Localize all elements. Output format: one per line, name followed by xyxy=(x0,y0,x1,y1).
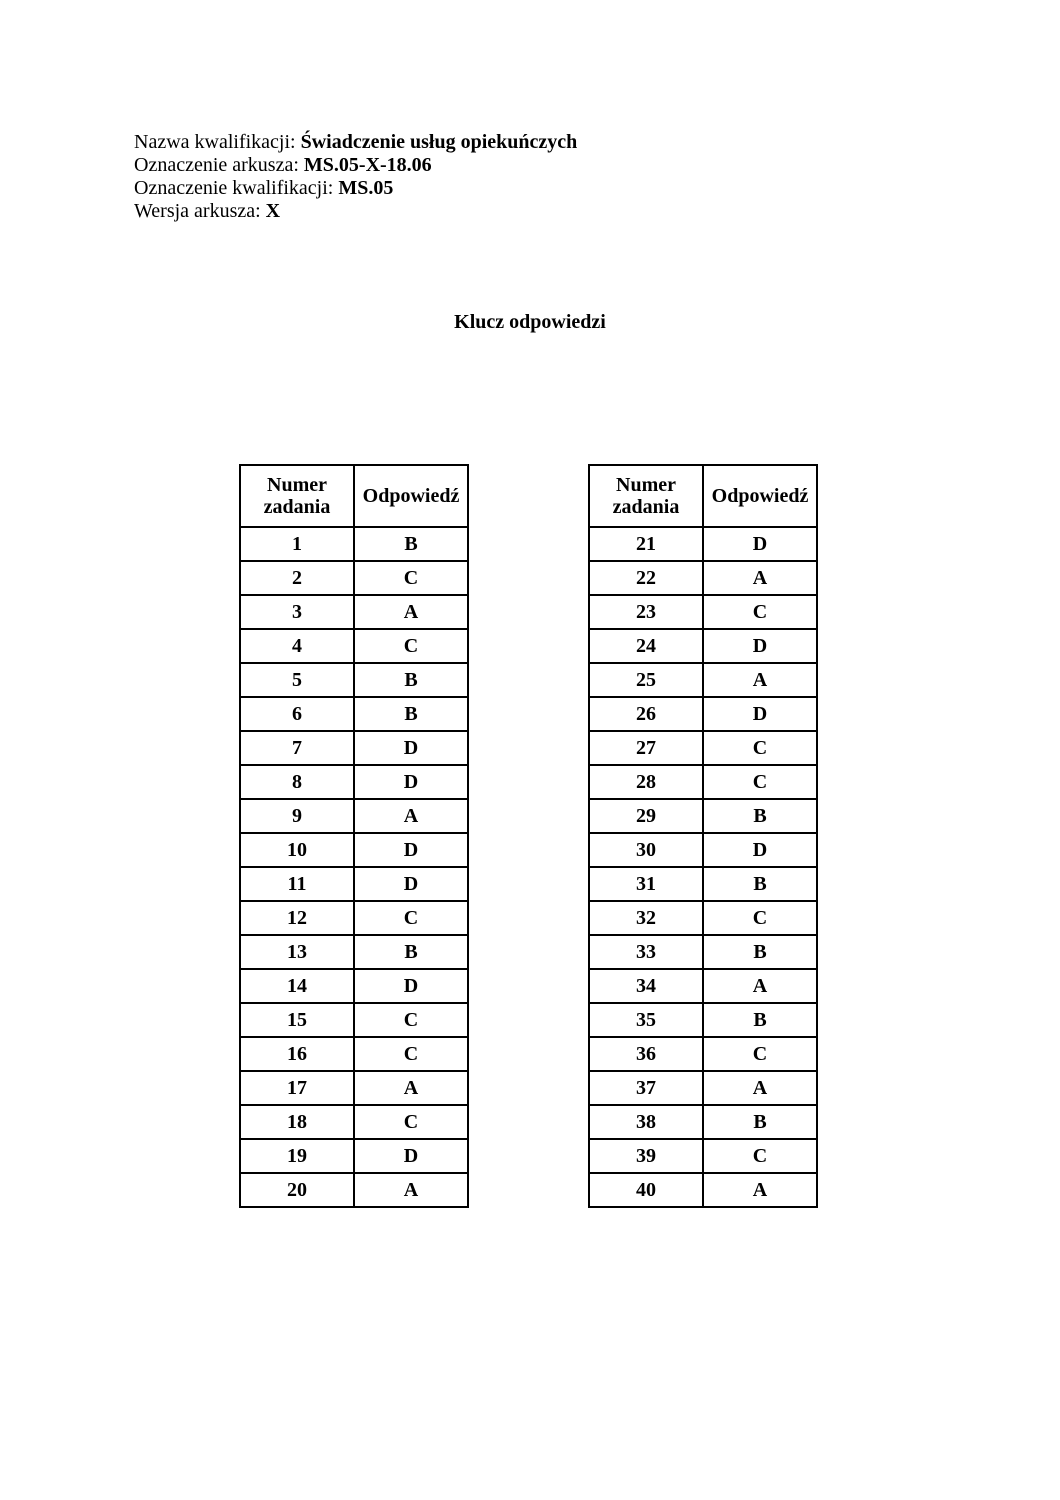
task-number-cell: 21 xyxy=(589,527,703,561)
answer-cell: A xyxy=(354,799,468,833)
answer-cell: D xyxy=(354,833,468,867)
column-header-number-line1: Numer xyxy=(616,474,676,496)
sheet-version-line xyxy=(134,200,577,223)
column-header-number xyxy=(240,465,354,527)
qualification-name-label: Nazwa kwalifikacji: xyxy=(134,131,301,153)
task-number-cell: 16 xyxy=(240,1037,354,1071)
answer-cell: B xyxy=(703,799,817,833)
task-number-cell: 39 xyxy=(589,1139,703,1173)
answer-cell: A xyxy=(703,1071,817,1105)
task-number-cell: 34 xyxy=(589,969,703,1003)
answer-cell: B xyxy=(354,663,468,697)
table-row xyxy=(589,697,817,731)
table-row xyxy=(240,1071,468,1105)
task-number-cell: 9 xyxy=(240,799,354,833)
task-number-cell: 3 xyxy=(240,595,354,629)
table-row xyxy=(240,1037,468,1071)
answer-key-table-right xyxy=(588,464,818,1208)
column-header-number-line2: zadania xyxy=(263,496,331,518)
table-row xyxy=(589,1173,817,1207)
task-number-cell: 15 xyxy=(240,1003,354,1037)
answer-cell: C xyxy=(703,595,817,629)
qualification-name-value: Świadczenie usług opiekuńczych xyxy=(300,131,578,153)
table-body-left xyxy=(240,527,468,1207)
task-number-cell: 1 xyxy=(240,527,354,561)
task-number-cell: 40 xyxy=(589,1173,703,1207)
column-header-number-line1: Numer xyxy=(267,474,327,496)
answer-cell: C xyxy=(703,901,817,935)
task-number-cell: 13 xyxy=(240,935,354,969)
answer-cell: B xyxy=(354,527,468,561)
table-row xyxy=(589,833,817,867)
task-number-cell: 7 xyxy=(240,731,354,765)
task-number-cell: 6 xyxy=(240,697,354,731)
answer-cell: C xyxy=(354,629,468,663)
task-number-cell: 20 xyxy=(240,1173,354,1207)
task-number-cell: 24 xyxy=(589,629,703,663)
answer-cell: A xyxy=(703,1173,817,1207)
answer-cell: D xyxy=(354,867,468,901)
table-row xyxy=(589,595,817,629)
sheet-code-value: MS.05-X-18.06 xyxy=(303,154,432,176)
table-row xyxy=(240,1105,468,1139)
table-body-right xyxy=(589,527,817,1207)
table-row xyxy=(589,731,817,765)
task-number-cell: 25 xyxy=(589,663,703,697)
table-row xyxy=(240,697,468,731)
table-row xyxy=(589,969,817,1003)
table-row xyxy=(589,629,817,663)
table-row xyxy=(589,935,817,969)
task-number-cell: 37 xyxy=(589,1071,703,1105)
task-number-cell: 26 xyxy=(589,697,703,731)
table-row xyxy=(240,799,468,833)
document-header xyxy=(134,131,577,223)
answer-cell: C xyxy=(703,765,817,799)
table-row xyxy=(589,867,817,901)
answer-cell: D xyxy=(354,765,468,799)
task-number-cell: 12 xyxy=(240,901,354,935)
answer-cell: C xyxy=(354,901,468,935)
task-number-cell: 8 xyxy=(240,765,354,799)
table-row xyxy=(589,527,817,561)
answer-cell: C xyxy=(703,731,817,765)
answer-cell: C xyxy=(354,1105,468,1139)
answer-cell: A xyxy=(354,595,468,629)
sheet-version-label: Wersja arkusza: xyxy=(134,200,266,222)
table-row xyxy=(589,561,817,595)
task-number-cell: 35 xyxy=(589,1003,703,1037)
task-number-cell: 29 xyxy=(589,799,703,833)
column-header-number-line2: zadania xyxy=(612,496,680,518)
task-number-cell: 5 xyxy=(240,663,354,697)
answer-cell: B xyxy=(354,935,468,969)
task-number-cell: 19 xyxy=(240,1139,354,1173)
sheet-version-value: X xyxy=(265,200,281,222)
column-header-answer: Odpowiedź xyxy=(354,465,468,527)
table-header-row xyxy=(589,465,817,527)
table-row xyxy=(589,901,817,935)
task-number-cell: 32 xyxy=(589,901,703,935)
task-number-cell: 14 xyxy=(240,969,354,1003)
sheet-code-label: Oznaczenie arkusza: xyxy=(134,154,304,176)
table-row xyxy=(240,867,468,901)
answer-cell: D xyxy=(354,1139,468,1173)
answer-cell: B xyxy=(703,1003,817,1037)
task-number-cell: 17 xyxy=(240,1071,354,1105)
table-row xyxy=(589,663,817,697)
task-number-cell: 4 xyxy=(240,629,354,663)
table-row xyxy=(589,1071,817,1105)
table-row xyxy=(589,765,817,799)
table-row xyxy=(240,629,468,663)
task-number-cell: 23 xyxy=(589,595,703,629)
table-row xyxy=(240,561,468,595)
answer-cell: C xyxy=(354,561,468,595)
task-number-cell: 33 xyxy=(589,935,703,969)
sheet-code-line xyxy=(134,154,577,177)
answer-cell: C xyxy=(354,1037,468,1071)
answer-cell: D xyxy=(703,697,817,731)
table-row xyxy=(240,969,468,1003)
task-number-cell: 30 xyxy=(589,833,703,867)
table-row xyxy=(240,595,468,629)
qualification-code-value: MS.05 xyxy=(338,177,394,199)
table-header-row xyxy=(240,465,468,527)
table-row xyxy=(240,527,468,561)
answer-cell: A xyxy=(354,1071,468,1105)
answer-cell: B xyxy=(703,1105,817,1139)
answer-cell: D xyxy=(354,731,468,765)
answer-cell: A xyxy=(703,663,817,697)
answer-cell: A xyxy=(354,1173,468,1207)
answer-cell: D xyxy=(703,629,817,663)
task-number-cell: 2 xyxy=(240,561,354,595)
answer-cell: D xyxy=(703,527,817,561)
task-number-cell: 10 xyxy=(240,833,354,867)
table-row xyxy=(240,901,468,935)
task-number-cell: 22 xyxy=(589,561,703,595)
column-header-answer: Odpowiedź xyxy=(703,465,817,527)
table-row xyxy=(589,1003,817,1037)
task-number-cell: 31 xyxy=(589,867,703,901)
task-number-cell: 28 xyxy=(589,765,703,799)
qualification-name-line xyxy=(134,131,577,154)
table-row xyxy=(589,1139,817,1173)
table-row xyxy=(240,833,468,867)
qualification-code-label: Oznaczenie kwalifikacji: xyxy=(134,177,339,199)
table-row xyxy=(240,1003,468,1037)
table-row xyxy=(240,935,468,969)
answer-cell: A xyxy=(703,969,817,1003)
table-row xyxy=(589,1037,817,1071)
answer-cell: D xyxy=(354,969,468,1003)
table-row xyxy=(240,731,468,765)
task-number-cell: 36 xyxy=(589,1037,703,1071)
answer-cell: A xyxy=(703,561,817,595)
page-title: Klucz odpowiedzi xyxy=(454,311,606,333)
task-number-cell: 18 xyxy=(240,1105,354,1139)
answer-key-table-left xyxy=(239,464,469,1208)
task-number-cell: 27 xyxy=(589,731,703,765)
column-header-number xyxy=(589,465,703,527)
table-row xyxy=(240,765,468,799)
table-row xyxy=(240,1139,468,1173)
table-row xyxy=(240,1173,468,1207)
answer-cell: C xyxy=(703,1037,817,1071)
table-row xyxy=(240,663,468,697)
table-row xyxy=(589,1105,817,1139)
task-number-cell: 38 xyxy=(589,1105,703,1139)
answer-cell: C xyxy=(703,1139,817,1173)
qualification-code-line xyxy=(134,177,577,200)
answer-cell: C xyxy=(354,1003,468,1037)
task-number-cell: 11 xyxy=(240,867,354,901)
answer-cell: B xyxy=(703,935,817,969)
answer-cell: B xyxy=(703,867,817,901)
answer-cell: D xyxy=(703,833,817,867)
table-row xyxy=(589,799,817,833)
answer-cell: B xyxy=(354,697,468,731)
